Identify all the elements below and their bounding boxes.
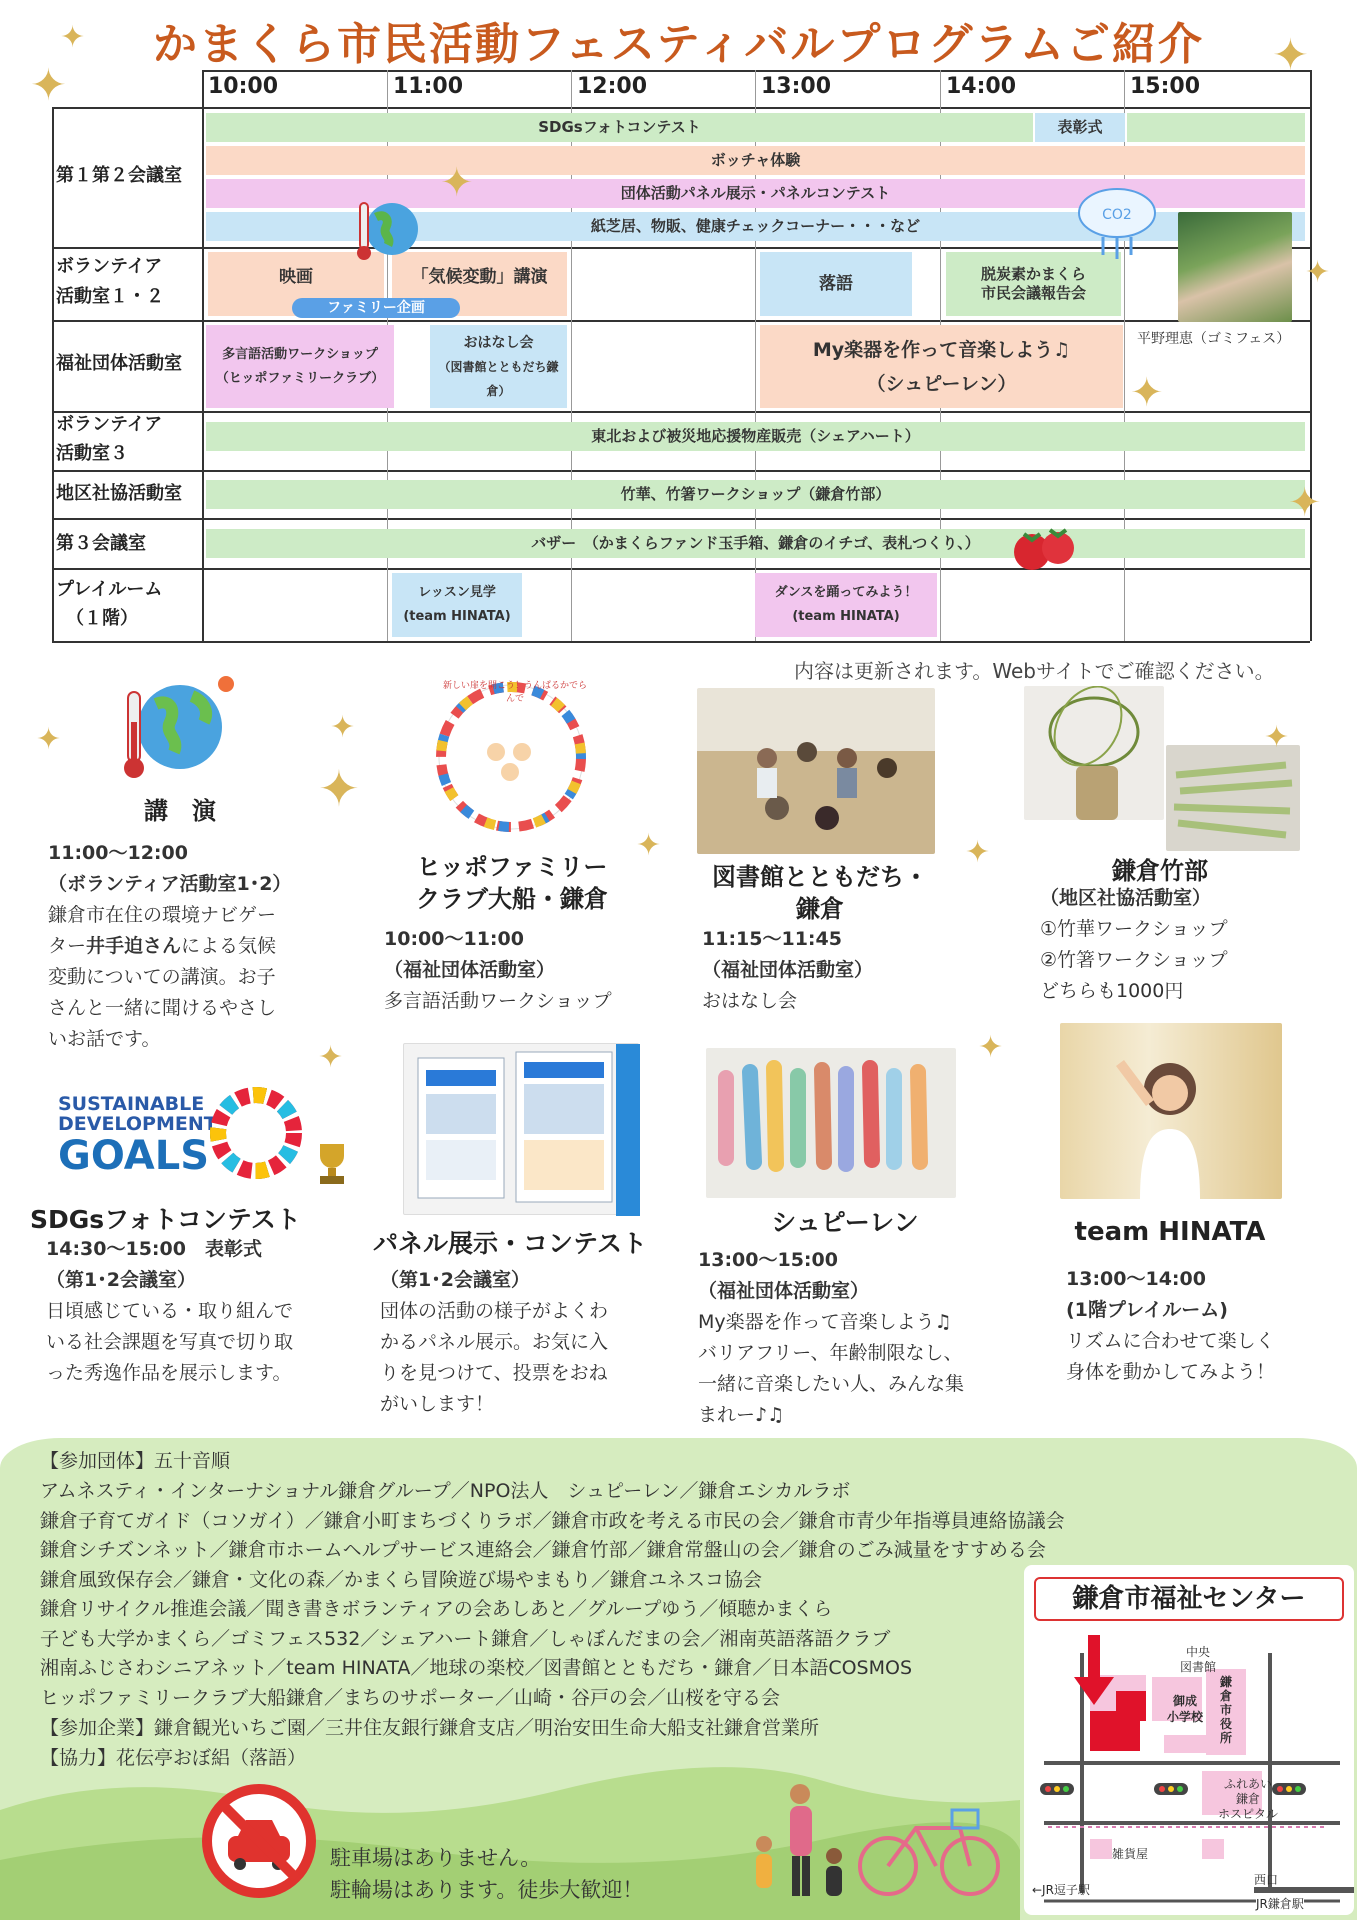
- sdgs-desc: いる社会課題を写真で切り取: [46, 1331, 294, 1353]
- sparkle-icon: ✦: [1288, 480, 1322, 526]
- event-storytelling: おはなし会 （図書館とともだち鎌倉）: [430, 325, 567, 408]
- hippo-title: ヒッポファミリー クラブ大船・鎌倉: [416, 853, 608, 913]
- library-room: （福祉団体活動室）: [702, 959, 874, 981]
- event-sdgs-photo: SDGsフォトコンテスト: [206, 113, 1033, 142]
- lecture-time: 11:00〜12:00: [48, 842, 188, 864]
- map-title: 鎌倉市福祉センター: [1034, 1577, 1344, 1621]
- event-bamboo-ws: 竹華、竹箸ワークショップ（鎌倉竹部）: [206, 480, 1305, 509]
- hinata-photo: [1060, 1023, 1282, 1199]
- hour-label: 12:00: [577, 74, 648, 99]
- spielen-desc: 一緒に音楽したい人、みんな集: [698, 1373, 965, 1395]
- spielen-title: シュピーレン: [771, 1208, 919, 1237]
- no-parking-icon: [200, 1782, 318, 1900]
- spielen-time: 13:00〜15:00: [698, 1249, 838, 1271]
- bamboo-desc: ②竹箸ワークショップ: [1040, 949, 1228, 971]
- event-bazaar: バザー （かまくらファンド玉手箱、鎌倉のイチゴ、表札つくり、）: [206, 529, 1305, 558]
- room-label: ボランテイア: [56, 414, 163, 435]
- spielen-desc: まれー♪♫: [698, 1404, 785, 1426]
- room-label: 福祉団体活動室: [56, 353, 182, 374]
- event-boccia: ボッチャ体験: [206, 146, 1305, 175]
- parking-note: 駐車場はありません。 駐輪場はあります。徒歩大歓迎！: [330, 1846, 644, 1902]
- panel-desc: がいします！: [380, 1393, 495, 1415]
- group-line: 鎌倉風致保存会／鎌倉・文化の森／かまくら冒険遊び場やまもり／鎌倉ユネスコ協会: [40, 1569, 763, 1591]
- hinata-title: team HINATA: [1074, 1217, 1266, 1247]
- library-time: 11:15〜11:45: [702, 928, 842, 950]
- hippo-room: （福祉団体活動室）: [384, 959, 556, 981]
- spielen-desc: バリアフリー、年齢制限なし、: [698, 1342, 963, 1364]
- sparkle-icon: ✦: [978, 1030, 1004, 1065]
- hippo-logo-text: 新しい扉を開こう！うんぱるかでらんで: [442, 681, 587, 704]
- sparkle-icon: ✦: [318, 760, 360, 818]
- bamboo-flower-photo: [1024, 686, 1164, 820]
- map-hospital-label: ふれあい 鎌倉 ホスピタル: [1218, 1777, 1279, 1821]
- hinata-time: 13:00〜14:00: [1066, 1268, 1206, 1290]
- map-kamakura-station-label: JR鎌倉駅: [1256, 1897, 1304, 1911]
- bamboo-chopsticks-photo: [1166, 745, 1300, 851]
- room-label: 第１第２会議室: [56, 165, 182, 186]
- map-zushi-label: ←JR逗子駅: [1032, 1883, 1090, 1897]
- trophy-icon: [312, 1140, 352, 1186]
- spielen-desc: My楽器を作って音楽しよう♫: [698, 1311, 952, 1333]
- library-title: 図書館とともだち・ 鎌倉: [712, 863, 928, 923]
- sparkle-icon: ✦: [30, 60, 67, 111]
- panel-desc: 団体の活動の様子がよくわ: [380, 1300, 609, 1322]
- hinata-desc: リズムに合わせて楽しく: [1066, 1330, 1275, 1352]
- event-lesson-visit: レッスン見学 (team HINATA): [392, 573, 522, 637]
- spielen-room: （福祉団体活動室）: [698, 1280, 870, 1302]
- sdgs-title: SDGsフォトコンテスト: [30, 1205, 301, 1234]
- globe-thermometer-icon: [118, 672, 243, 787]
- bamboo-room: （地区社協活動室）: [1040, 887, 1212, 909]
- lecture-room: （ボランティア活動室1･2）: [48, 873, 292, 895]
- sdgs-logo-text: SUSTAINABLE DEVELOPMENT GOALS: [58, 1093, 217, 1179]
- hour-label: 14:00: [946, 74, 1017, 99]
- event-movie: 映画: [208, 252, 384, 316]
- lecture-desc: 変動についての講演。お子: [48, 966, 276, 988]
- sparkle-icon: ✦: [318, 1040, 344, 1075]
- strawberry-icon: [1010, 520, 1080, 575]
- event-decarbon-report: 脱炭素かまくら 市民会議報告会: [946, 252, 1121, 316]
- room-label: ボランテイア: [56, 256, 163, 277]
- co2-icon: [1073, 183, 1159, 263]
- group-line: 子ども大学かまくら／ゴミフェス532／シェアハート鎌倉／しゃぼんだまの会／湘南英語落語クラブ: [40, 1628, 891, 1650]
- group-line: 鎌倉子育てガイド（コソガイ）／鎌倉小町まちづくりラボ／鎌倉市政を考える市民の会／鎌倉市青少年指導員連絡協議会: [40, 1510, 1065, 1532]
- panel-desc: かるパネル展示。お気に入: [380, 1331, 609, 1353]
- spielen-photo: [706, 1048, 956, 1198]
- hour-label: 10:00: [208, 74, 279, 99]
- map-city-hall-label: 鎌倉市役所: [1220, 1675, 1233, 1745]
- hinata-desc: 身体を動かしてみよう！: [1066, 1361, 1276, 1383]
- family-badge: ファミリー企画: [292, 298, 460, 318]
- update-note: 内容は更新されます。Webサイトでご確認ください。: [794, 659, 1275, 683]
- sparkle-icon: ✦: [965, 835, 991, 870]
- panel-room: （第1･2会議室）: [380, 1269, 530, 1291]
- event-tohoku-sales: 東北および被災地応援物産販売（シェアハート）: [206, 422, 1305, 451]
- panel-title: パネル展示・コンテスト: [372, 1229, 647, 1258]
- room-label: 地区社協活動室: [56, 483, 182, 504]
- event-kamishibai: 紙芝居、物販、健康チェックコーナー・・・など: [206, 212, 1305, 241]
- event-dance: ダンスを踊ってみよう！ (team HINATA): [755, 573, 937, 637]
- cooperation-line: 【協力】花伝亭おぼ絽（落語）: [40, 1747, 307, 1769]
- library-desc: おはなし会: [702, 990, 798, 1012]
- sdgs-time: 14:30〜15:00 表彰式: [46, 1238, 262, 1260]
- event-sdgs-photo-end: [1127, 113, 1305, 142]
- group-line: ヒッポファミリークラブ大船鎌倉／まちのサポーター／山崎・谷戸の会／山桜を守る会: [40, 1687, 781, 1709]
- lecture-title: 講 演: [144, 797, 216, 825]
- svg-text:CO2: CO2: [1102, 207, 1132, 223]
- map-west-exit-label: 西口: [1254, 1873, 1279, 1887]
- groups-heading: 【参加団体】五十音順: [40, 1450, 231, 1472]
- map-shop-label: 雑貨屋: [1112, 1847, 1149, 1861]
- page-title: かまくら市民活動フェスティバルプログラムご紹介: [153, 19, 1204, 70]
- sparkle-icon: ✦: [330, 710, 356, 745]
- speaker-name: 平野理恵（ゴミフェス）: [1137, 331, 1291, 347]
- map-library-label: 中央 図書館: [1180, 1645, 1217, 1674]
- event-panel: 団体活動パネル展示・パネルコンテスト: [206, 179, 1305, 208]
- group-line: 湘南ふじさわシニアネット／team HINATA／地球の楽校／図書館とともだち・鎌倉／日本語COSMOS: [40, 1657, 913, 1679]
- room-label: プレイルーム: [56, 579, 163, 600]
- group-line: 鎌倉シチズンネット／鎌倉市ホームヘルプサービス連絡会／鎌倉竹部／鎌倉常盤山の会／鎌倉のごみ減量をすすめる会: [40, 1539, 1046, 1561]
- hour-label: 13:00: [761, 74, 832, 99]
- bicycle-icon: [854, 1800, 1004, 1900]
- sparkle-icon: ✦: [440, 160, 474, 206]
- group-line: アムネスティ・インターナショナル鎌倉グループ／NPO法人 シュピーレン／鎌倉エシカルラボ: [40, 1480, 851, 1502]
- event-rakugo: 落語: [760, 252, 912, 316]
- room-label: 第３会議室: [56, 533, 146, 554]
- sdgs-wheel-icon: [208, 1085, 304, 1181]
- lecture-desc: ター井手迫さんによる気候: [48, 935, 277, 957]
- sdgs-desc: 日頃感じている・取り組んで: [46, 1300, 294, 1322]
- room-label: （１階）: [66, 608, 138, 629]
- bamboo-title: 鎌倉竹部: [1112, 857, 1208, 885]
- room-label: 活動室３: [56, 443, 128, 464]
- hippo-desc: 多言語活動ワークショップ: [384, 990, 612, 1012]
- hour-label: 11:00: [393, 74, 464, 99]
- companies-line: 【参加企業】鎌倉観光いちご園／三井住友銀行鎌倉支店／明治安田生命大船支社鎌倉営業所: [40, 1717, 820, 1739]
- sdgs-room: （第1･2会議室）: [46, 1269, 196, 1291]
- sparkle-icon: ✦: [60, 20, 86, 55]
- hippo-time: 10:00〜11:00: [384, 928, 524, 950]
- bamboo-desc: どちらも1000円: [1040, 980, 1184, 1002]
- sparkle-icon: ✦: [1305, 255, 1331, 290]
- panel-desc: りを見つけて、投票をおね: [380, 1362, 608, 1384]
- speaker-photo: [1178, 212, 1292, 322]
- event-award: 表彰式: [1035, 113, 1125, 142]
- lecture-desc: 鎌倉市在住の環境ナビゲー: [48, 904, 277, 926]
- event-climate-lecture: 「気候変動」講演: [392, 252, 567, 316]
- map-school-label: 御成 小学校: [1167, 1694, 1204, 1724]
- sparkle-icon: ✦: [1272, 30, 1309, 81]
- bamboo-desc: ①竹華ワークショップ: [1040, 918, 1228, 940]
- library-photo: [697, 688, 935, 854]
- sparkle-icon: ✦: [636, 828, 662, 863]
- sparkle-icon: ✦: [1130, 370, 1164, 416]
- lecture-desc: さんと一緒に聞けるやさし: [48, 997, 277, 1019]
- panel-photo: [403, 1043, 639, 1215]
- event-my-instrument: My楽器を作って音楽しよう♫ （シュピーレン）: [760, 325, 1123, 408]
- hour-label: 15:00: [1130, 74, 1201, 99]
- lecture-desc: いお話です。: [48, 1028, 161, 1050]
- event-multilingual-ws: 多言語活動ワークショップ （ヒッポファミリークラブ）: [206, 325, 394, 408]
- location-map: [1024, 1565, 1354, 1915]
- group-line: 鎌倉リサイクル推進会議／聞き書きボランティアの会あしあと／グループゆう／傾聴かまくら: [40, 1598, 833, 1620]
- earth-thermometer-icon: [352, 197, 422, 267]
- sdgs-desc: った秀逸作品を展示します。: [46, 1362, 292, 1384]
- room-label: 活動室１・２: [56, 286, 164, 307]
- sparkle-icon: ✦: [1264, 720, 1290, 755]
- hinata-room: (1階プレイルーム): [1066, 1299, 1228, 1321]
- sparkle-icon: ✦: [36, 722, 62, 757]
- family-illustration-icon: [740, 1780, 860, 1910]
